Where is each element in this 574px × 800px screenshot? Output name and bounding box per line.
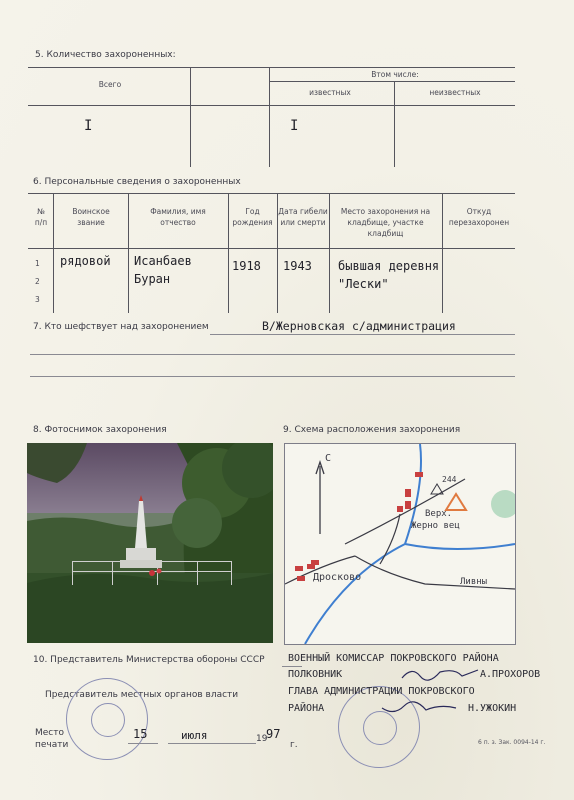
signature-line3: ГЛАВА АДМИНИСТРАЦИИ ПОКРОВСКОГО: [288, 686, 475, 697]
divider: [28, 67, 515, 68]
divider: [28, 105, 515, 106]
patron-value: В/Жерновская с/администрация: [262, 319, 456, 333]
signature-line2: ПОЛКОВНИК: [288, 669, 343, 680]
burial-marker: [446, 494, 466, 510]
place-line2: "Лески": [338, 277, 389, 291]
north-label: С: [325, 453, 332, 464]
known-value: I: [290, 118, 299, 134]
row-number: 2: [35, 277, 40, 286]
header-place: Место захоронения на кладбище, участке кладбищ: [340, 207, 431, 238]
divider: [210, 334, 515, 335]
divider: [30, 376, 515, 377]
divider: [269, 67, 270, 167]
header-name: Фамилия, имя отчество: [150, 207, 206, 227]
col-unknown-header: неизвестных: [429, 88, 481, 97]
signature-line4b: Н.УЖОКИН: [468, 703, 517, 714]
divider: [190, 67, 191, 167]
handwritten-signature: [400, 664, 480, 684]
signature-line4: РАЙОНА: [288, 703, 325, 714]
location-scheme: [284, 443, 516, 645]
print-mark: 6 п. з. Зак. 0094-14 г.: [478, 739, 546, 746]
header-death: Дата гибели или смерти: [278, 207, 328, 227]
divider: [128, 743, 158, 744]
date-day: 15: [133, 727, 148, 741]
divider: [270, 81, 515, 82]
year-mark: г.: [290, 740, 298, 750]
signature-line2b: А.ПРОХОРОВ: [480, 669, 541, 680]
section5-title: 5. Количество захороненных:: [35, 50, 176, 60]
header-birth: Год рождения: [232, 207, 273, 227]
divider: [128, 193, 129, 313]
grave-photo: [27, 443, 273, 643]
height-mark: 244: [442, 475, 457, 484]
divider: [30, 354, 515, 355]
name-line1: Исанбаев: [134, 254, 192, 268]
header-rank: Воинское звание: [72, 207, 110, 227]
row-number: 3: [35, 295, 40, 304]
section7-title: 7. Кто шефствует над захоронением: [33, 322, 209, 332]
date-year: 97: [266, 727, 281, 741]
section9-title: 9. Схема расположения захоронения: [283, 425, 461, 435]
section6-title: 6. Персональные сведения о захороненных: [33, 177, 241, 187]
col-known-header: известных: [309, 88, 351, 97]
row-number: 1: [35, 259, 40, 268]
total-value: I: [84, 118, 93, 134]
handwritten-signature: [380, 698, 460, 718]
town-right-label: Ливны: [460, 577, 488, 587]
local-rep-label: Представитель местных органов власти: [45, 690, 239, 700]
year-prefix: 19: [256, 734, 268, 744]
place-line1: бывшая деревня: [338, 259, 440, 273]
place-label2: печати: [35, 740, 69, 750]
place-label: Место: [35, 728, 64, 738]
section10-title: 10. Представитель Министерства обороны СССР: [33, 655, 265, 665]
birth-year: 1918: [232, 259, 261, 273]
signature-line1: ВОЕННЫЙ КОМИССАР ПОКРОВСКОГО РАЙОНА: [288, 653, 499, 664]
col-total-header: Всего: [98, 80, 122, 89]
village-left-label: Дросково: [313, 572, 362, 583]
divider: [168, 743, 256, 744]
col-including-header: Втом числе:: [371, 70, 419, 79]
death-year: 1943: [283, 259, 312, 273]
date-month: июля: [181, 729, 208, 742]
header-num: № п/п: [34, 207, 48, 227]
rank-value: рядовой: [60, 254, 111, 268]
village-top-label: Верх.: [425, 509, 453, 519]
divider: [394, 82, 395, 167]
header-from: Откуд перезахоронен: [448, 207, 510, 227]
official-stamp: [66, 678, 148, 760]
village-top-label2: Жерно вец: [411, 521, 460, 531]
section8-title: 8. Фотоснимок захоронения: [33, 425, 167, 435]
divider: [282, 666, 302, 667]
name-line2: Буран: [134, 272, 171, 286]
